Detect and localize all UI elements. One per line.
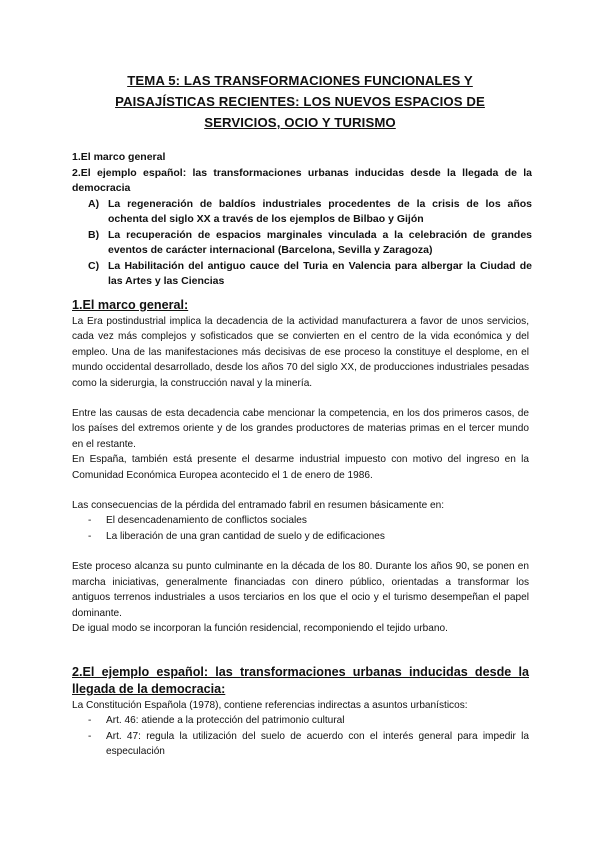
list-item: - Art. 47: regula la utilización del suelo de acuerdo con el interés general para impedir la especulación xyxy=(72,729,529,760)
toc-subitem xyxy=(72,197,532,228)
list-item-text: Art. 46: atiende a la protección del patrimonio cultural xyxy=(106,715,345,727)
paragraph: De igual modo se incorporan la función residencial, recomponiendo el tejido urbano. xyxy=(72,622,448,634)
section-1-heading: 1.El marco general: xyxy=(72,298,189,312)
toc-item-2: 2.El ejemplo español: las transformaciones urbanas inducidas desde la llegada de la democracia xyxy=(72,166,532,194)
title-line: SERVICIOS, OCIO Y TURISMO xyxy=(204,115,396,130)
toc-subitem-label: B) xyxy=(88,228,100,241)
paragraph: Entre las causas de esta decadencia cabe mencionar la competencia, en los dos primeros casos, de los países del extremos oriente y de los grandes productores de materias primas en el tercer mundo en el restante. xyxy=(72,408,529,450)
paragraph: La Era postindustrial implica la decadencia de la actividad manufacturera a favor de unos servicios, cada vez más complejos y sofisticados que se convierten en el centro de la vida económica y del empleo. Una de las manifestaciones más decisivas de ese proceso la constituye el desplome, en el mundo occidental desarrollado, desde los años 70 del siglo XX, de producciones industriales pesadas como la siderurgia, la construcción naval y la minería. xyxy=(72,316,529,389)
toc-subitem xyxy=(72,259,532,290)
title-line: PAISAJÍSTICAS RECIENTES: LOS NUEVOS ESPACIOS DE xyxy=(115,94,485,109)
list-item: - Art. 46: atiende a la protección del patrimonio cultural xyxy=(72,713,529,728)
list-item-text: El desencadenamiento de conflictos sociales xyxy=(106,515,307,527)
toc-subitem-text: La Habilitación del antiguo cauce del Turia en Valencia para albergar la Ciudad de las Artes y las Ciencias xyxy=(108,259,532,287)
toc-subitem xyxy=(72,228,532,259)
paragraph: Las consecuencias de la pérdida del entramado fabril en resumen básicamente en: xyxy=(72,500,445,512)
table-of-contents xyxy=(72,150,532,290)
toc-subitem-label: C) xyxy=(88,259,100,272)
list-item-text: Art. 47: regula la utilización del suelo de acuerdo con el interés general para impedir la especulación xyxy=(106,730,529,758)
section-1 xyxy=(72,297,529,636)
toc-subitem-label: A) xyxy=(88,197,100,210)
section-2 xyxy=(72,664,529,760)
list-item-text: La liberación de una gran cantidad de suelo y de edificaciones xyxy=(106,530,385,542)
toc-subitem-text: La recuperación de espacios marginales vinculada a la celebración de grandes eventos de carácter internacional (Barcelona, Sevilla y Zaragoza) xyxy=(108,228,532,256)
document-title xyxy=(60,70,540,133)
paragraph: En España, también está presente el desarme industrial impuesto con motivo del ingreso en la Comunidad Económica Europea acontecido el 1 de enero de 1986. xyxy=(72,454,529,481)
title-line: TEMA 5: LAS TRANSFORMACIONES FUNCIONALES Y xyxy=(127,73,473,88)
paragraph: Este proceso alcanza su punto culminante en la década de los 80. Durante los años 90, se ponen en marcha iniciativas, generalmente financiadas con dinero público, orientadas a transformar los antiguos terrenos industriales a usos terciarios en los que el ocio y el turismo desempeñan el papel dominante. xyxy=(72,561,529,619)
paragraph: La Constitución Española (1978), contiene referencias indirectas a asuntos urbanísticos: xyxy=(72,700,468,711)
list-item: - La liberación de una gran cantidad de suelo y de edificaciones xyxy=(72,529,529,544)
toc-subitem-text: La regeneración de baldíos industriales procedentes de la crisis de los años ochenta del siglo XX a través de los ejemplos de Bilbao y Gijón xyxy=(108,197,532,225)
section-2-heading: 2.El ejemplo español: las transformaciones urbanas inducidas desde la llegada de la democracia: xyxy=(72,665,529,696)
toc-item-1: 1.El marco general xyxy=(72,151,166,163)
list-item: - El desencadenamiento de conflictos sociales xyxy=(72,513,529,528)
